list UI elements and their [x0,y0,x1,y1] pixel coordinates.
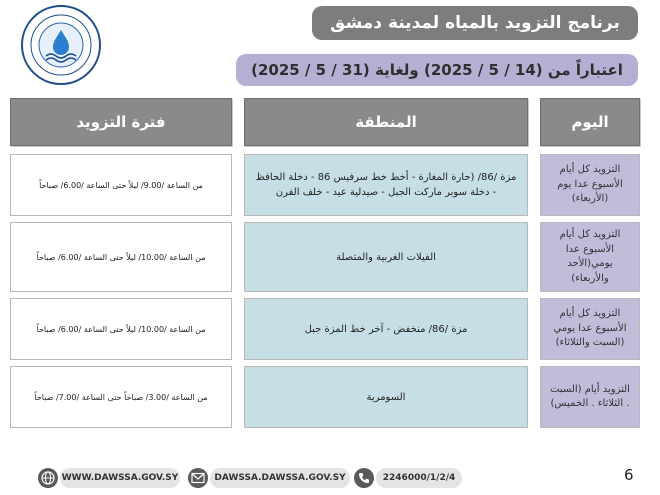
column-header-area: المنطقة [244,98,528,146]
email-link[interactable]: DAWSSA.DAWSSA.GOV.SY [210,468,350,488]
page-number: 6 [624,466,634,484]
table-cell-period: من الساعة /10.00/ ليلاً حتى الساعة /6.00/ صباحاً [10,222,232,292]
column-header-day: اليوم [540,98,640,146]
phone-number: 2246000/1/2/4 [376,468,462,488]
table-cell-day: التزويد كل أيام الأسبوع عدا يوم (الأربعاء) [540,154,640,216]
footer [0,460,660,495]
table-cell-area: مزة /86/ منخفض - آخر خط المزة جبل [244,298,528,360]
table-cell-day: التزويد أيام (السبت . الثلاثاء . الخميس) [540,366,640,428]
column-header-period: فترة التزويد [10,98,232,146]
table-cell-area: السومرية [244,366,528,428]
table-cell-day: التزويد كل أيام الأسبوع عدا يومي (السبت والثلاثاء) [540,298,640,360]
envelope-icon [188,468,208,488]
table-cell-period: من الساعة /10.00/ ليلاً حتى الساعة /6.00/ صباحاً [10,298,232,360]
website-link[interactable]: WWW.DAWSSA.GOV.SY [60,468,180,488]
globe-icon [38,468,58,488]
table-cell-area: الفيلات الغربية والمتصلة [244,222,528,292]
table-cell-day: التزويد كل أيام الأسبوع عدا يومي(الأحد والأربعاء) [540,222,640,292]
page-title: برنامج التزويد بالمياه لمدينة دمشق [312,6,638,40]
table-cell-period: من الساعة /3.00/ صباحاً حتى الساعة /7.00/ صباحاً [10,366,232,428]
table-cell-area: مزة /86/ (حارة المغارة - أخط خط سرفيس 86 - دخلة الحافظ - دخلة سوبر ماركت الجبل - صيدلية عيد - خلف الفرن [244,154,528,216]
date-range: اعتباراً من (14 / 5 / 2025) ولغاية (31 / 5 / 2025) [236,54,638,86]
phone-icon [354,468,374,488]
water-authority-logo [20,4,102,86]
table-cell-period: من الساعة /9.00/ ليلاً حتى الساعة /6.00/ صباحاً [10,154,232,216]
